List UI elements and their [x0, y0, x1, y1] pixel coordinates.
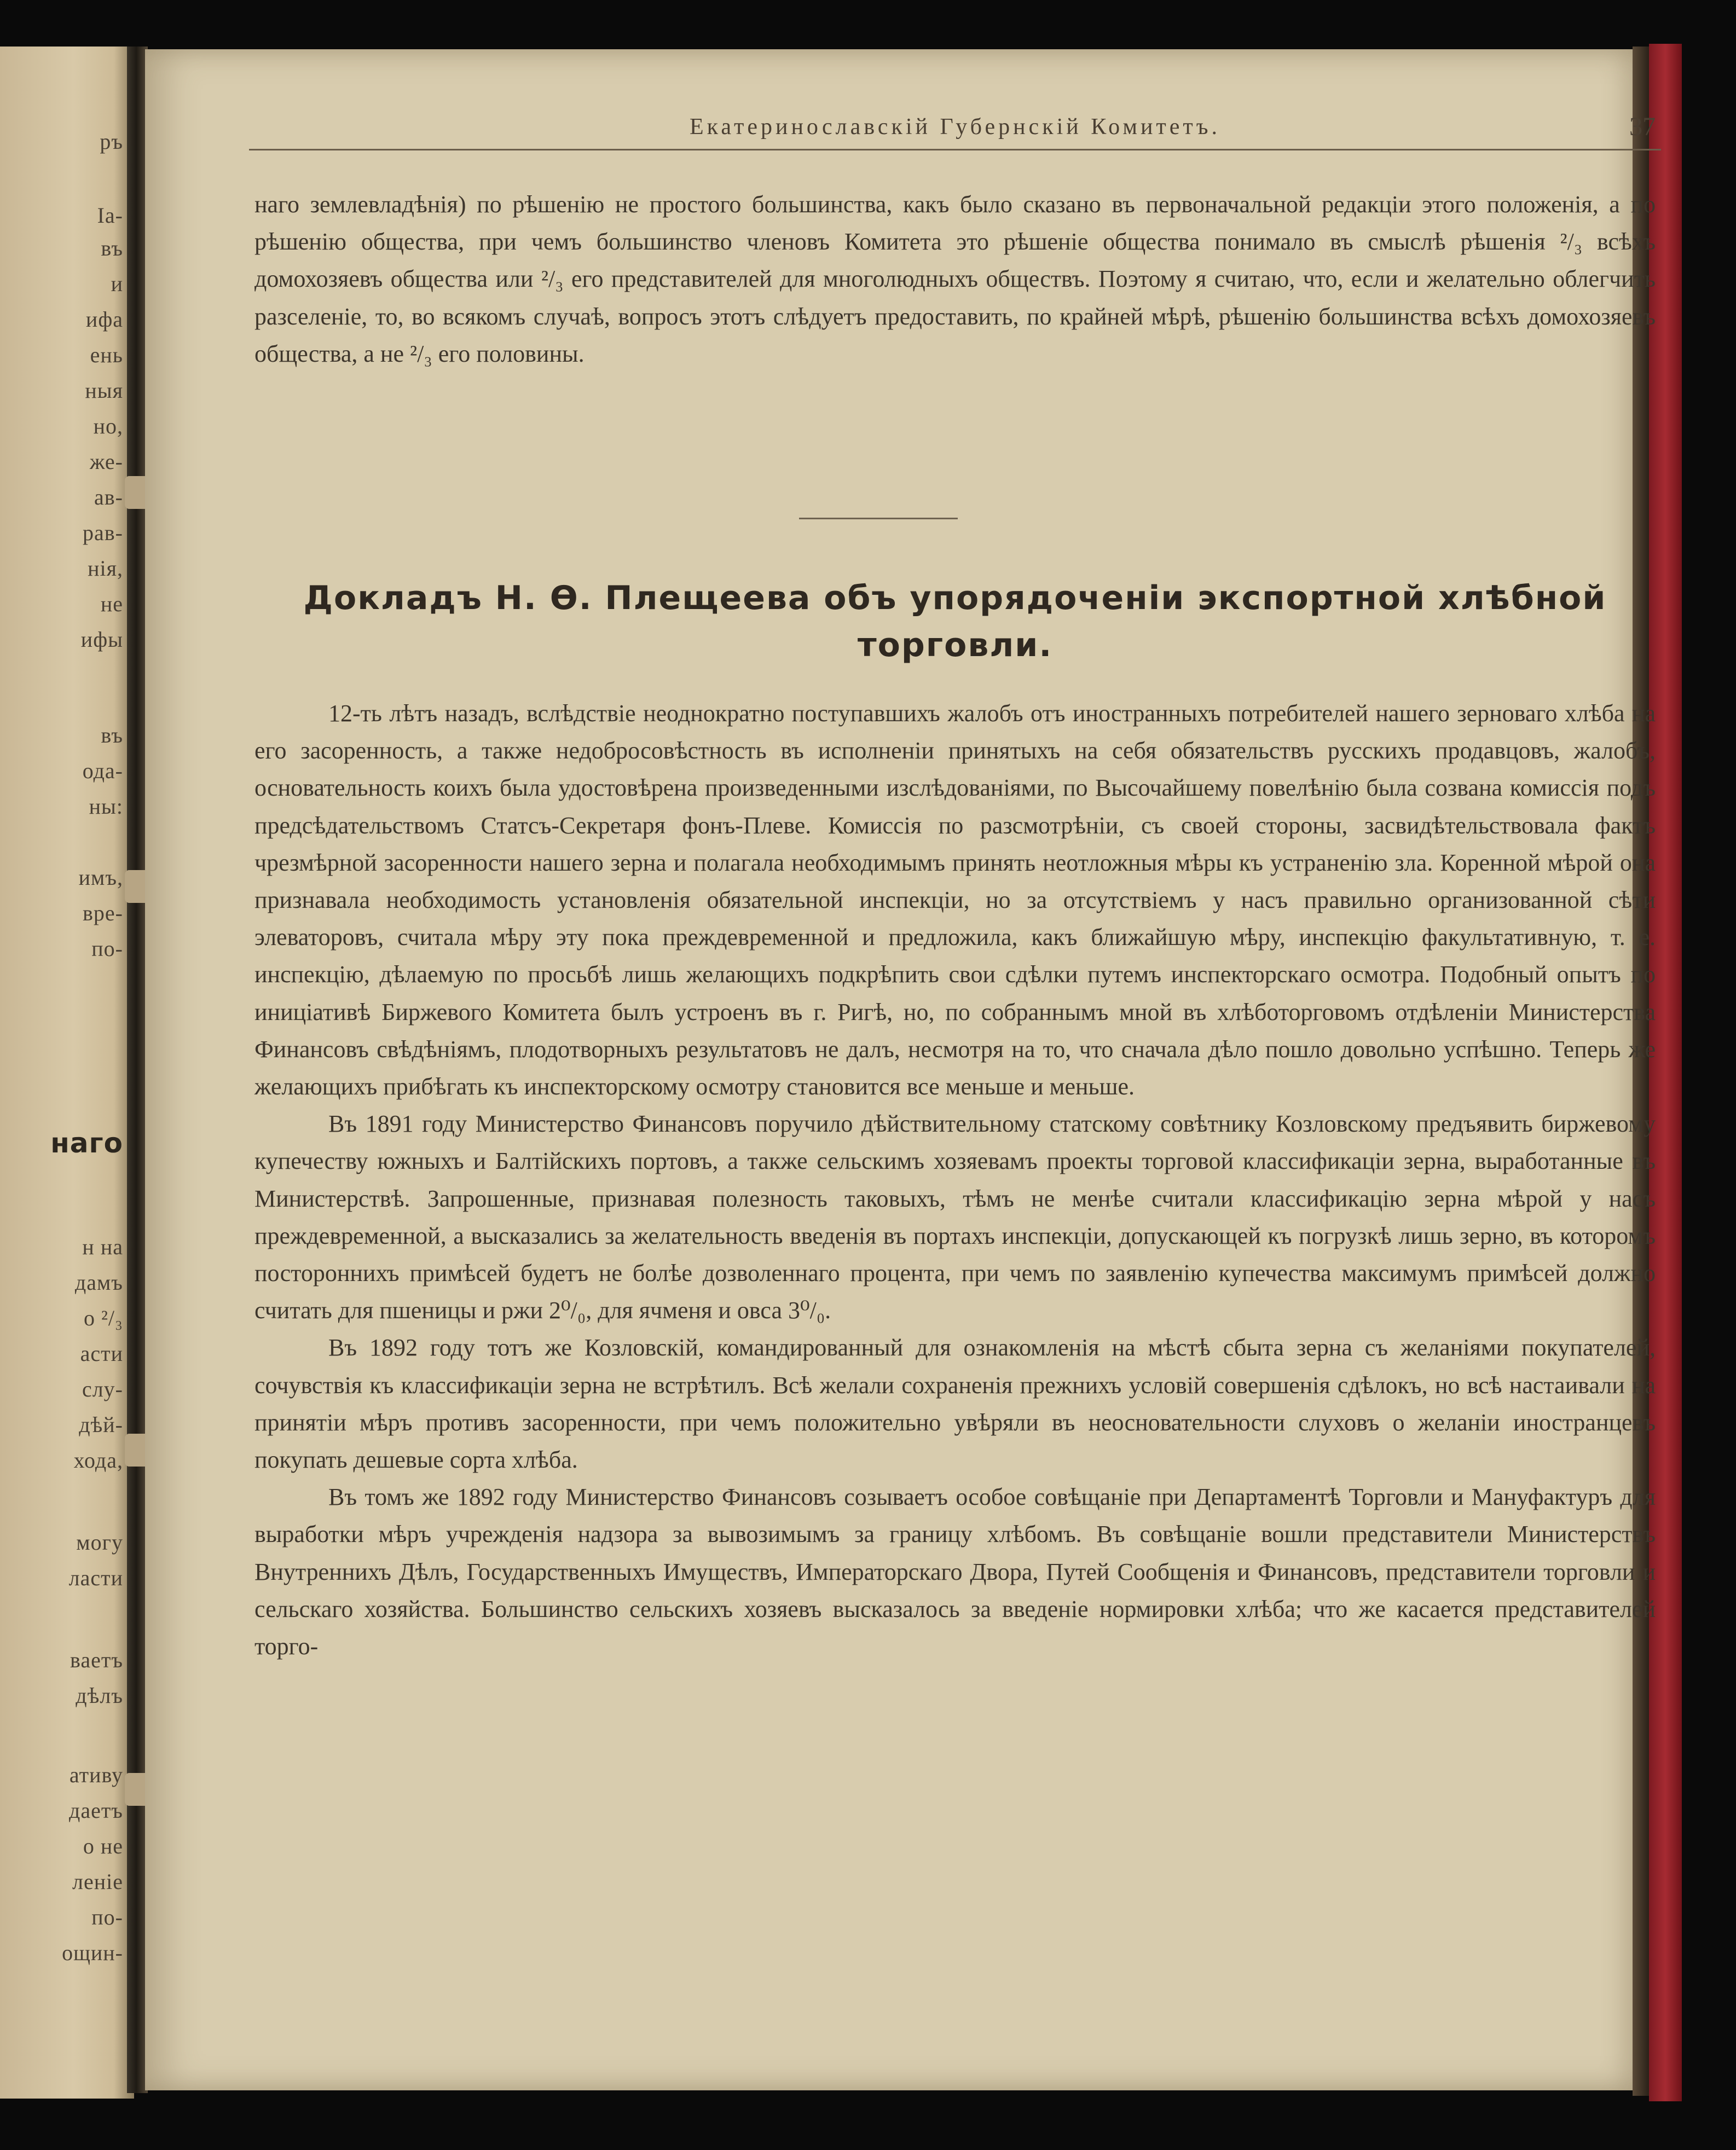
paragraph-4: Въ томъ же 1892 году Министерство Финансовъ созываетъ особое совѣщаніе при Департаментѣ Торговли и Мануфактуръ для выработки мѣръ учрежденія надзора за вывозимымъ за границу хлѣбомъ. Въ совѣщаніе вошли представители Министерствъ Внутреннихъ Дѣлъ, Государственныхъ Имуществъ, Императорскаго Двора, Путей Сообщенія и Финансовъ, представители торговли и сельскаго хозяйства. Большинство сельскихъ хозяевъ высказалось за введеніе нормировки хлѣба; что же касается представителей торго- [254, 1483, 1656, 1660]
report-body [254, 695, 1656, 1665]
report-heading: Докладъ Н. Ѳ. Плещеева объ упорядоченіи экспортной хлѣбной торговли. [303, 579, 1607, 664]
facing-page-fragment: имъ, [78, 865, 123, 890]
facing-page-fragment: могу [76, 1530, 123, 1555]
facing-page-fragment: ръ [100, 129, 123, 154]
facing-page-fragment: Iа- [97, 203, 123, 228]
facing-page-fragment: ны: [89, 794, 123, 819]
facing-page-fragment: ифа [85, 307, 123, 332]
facing-page-fragment: ифы [80, 627, 123, 652]
facing-page-fragment: о не [83, 1834, 123, 1858]
facing-page-fragment: наго [50, 1127, 123, 1159]
facing-page-fragment: нiя, [88, 556, 123, 581]
facing-page-fragment: ощин- [62, 1940, 123, 1965]
facing-page-fragment: и [111, 271, 123, 296]
facing-page-fragment: ласти [68, 1566, 123, 1590]
facing-page-fragment: въ [101, 723, 123, 747]
facing-page-fragment: хода, [73, 1448, 123, 1473]
facing-page-fragment: дамъ [74, 1270, 123, 1295]
facing-page-fragment: въ [101, 236, 123, 260]
facing-page-fragment: о ²/₃ [83, 1306, 123, 1330]
facing-page-fragment: дѣлъ [76, 1683, 123, 1708]
continued-paragraph: наго землевладѣнія) по рѣшенію не простого большинства, какъ было сказано въ первоначальной редакціи этого положенія, а по рѣшенію общества, при чемъ большинство членовъ Комитета это рѣшеніе общества понимало въ смыслѣ рѣшенія ²/₃ всѣхъ домохозяевъ общества или ²/₃ его представителей для многолюдныхъ обществъ. Поэтому я считаю, что, если и желательно облегчить разселеніе, то, во всякомъ случаѣ, вопросъ этотъ слѣдуетъ предоставить, по крайней мѣрѣ, рѣшенію большинства всѣхъ домохозяевъ общества, а не ²/₃ его половины. [254, 191, 1656, 367]
facing-page-fragment: даетъ [68, 1798, 123, 1823]
running-title: Екатеринославскій Губернскій Комитетъ. [690, 114, 1220, 140]
facing-page-fragment: ень [90, 343, 123, 367]
facing-page-fragment: ныя [85, 378, 123, 403]
facing-page-fragment: ав- [94, 485, 123, 509]
facing-page-fragment: рав- [83, 520, 123, 545]
facing-page-fragment: асти [80, 1341, 123, 1366]
paragraph-2: Въ 1891 году Министерство Финансовъ поручило дѣйствительному статскому совѣтнику Козловскому предъявить биржевому купечеству южныхъ и Балтійскихъ портовъ, а также сельскимъ хозяевамъ проекты торговой классификаціи зерна, выработанные въ Министерствѣ. Запрошенные, признавая полезность таковыхъ, тѣмъ не менѣе считали классификацію зерна мѣрой у насъ преждевременной, а высказались за желательность введенія въ портахъ инспекціи, допускающей къ погрузкѣ лишь зерно, въ которомъ постороннихъ примѣсей будетъ не болѣе дозволеннаго процента, при чемъ по заявленію купечества максимумъ примѣсей должно считать для пшеницы и ржи 2⁰/₀, для ячменя и овса 3⁰/₀. [254, 1110, 1656, 1324]
facing-page-fragment: вре- [83, 901, 123, 925]
header-rule [249, 149, 1661, 150]
facing-page-fragment: ваетъ [70, 1648, 123, 1672]
facing-page-fragment: слу- [82, 1377, 123, 1401]
facing-page-fragment: леніе [72, 1869, 123, 1894]
section-separator [799, 518, 958, 519]
book-page [145, 49, 1656, 2090]
facing-page-fragment: по- [91, 936, 123, 961]
facing-page-fragment: дѣй- [79, 1412, 123, 1437]
continued-text [254, 186, 1656, 373]
running-head [254, 109, 1656, 148]
facing-page-edge [0, 47, 134, 2099]
facing-page-fragment: же- [89, 449, 123, 474]
facing-page-fragment: не [100, 592, 123, 616]
facing-page-fragment: ода- [82, 758, 123, 783]
paragraph-3: Въ 1892 году тотъ же Козловскій, командированный для ознакомленія на мѣстѣ сбыта зерна съ желаніями покупателей, сочувствія къ классификаціи зерна не встрѣтилъ. Всѣ желали сохраненія прежнихъ условій совершенія сдѣлокъ, но всѣ настаивали на принятіи мѣръ противъ засоренности, при чемъ положительно увѣряли въ неосновательности слуховъ о желаніи иностранцевъ покупать дешевые сорта хлѣба. [254, 1334, 1656, 1474]
facing-page-fragment: ативу [69, 1763, 123, 1787]
page-number: 37 [1629, 112, 1656, 141]
facing-page-fragment: н на [82, 1235, 123, 1259]
paragraph-1: 12-ть лѣтъ назадъ, вслѣдствіе неоднократно поступавшихъ жалобъ отъ иностранныхъ потребителей нашего зерноваго хлѣба на его засоренность, а также недобросовѣстность въ исполненіи принятыхъ на себя обязательствъ русскихъ продавцовъ, жалобъ, основательность коихъ была удостовѣрена произведенными изслѣдованіями, по Высочайшему повелѣнію была созвана комиссія подъ предсѣдательствомъ Статсъ-Секретаря фонъ-Плеве. Комиссія по разсмотрѣніи, съ своей стороны, засвидѣтельствовала фактъ чрезмѣрной засоренности нашего зерна и полагала необходимымъ принять неотложныя мѣры къ устраненію зла. Коренной мѣрой она признавала необходимость установленія обязательной инспекціи, но за отсутствіемъ у насъ правильно организованной сѣти элеваторовъ, считала мѣру эту пока преждевременной и предложила, какъ ближайшую мѣру, инспекцію факультативную, т. е. инспекцію, дѣлаемую по просьбѣ лишь желающихъ подкрѣпить свои сдѣлки путемъ инспекторскаго осмотра. Подобный опытъ по иниціативѣ Биржевого Комитета былъ устроенъ въ г. Ригѣ, но, по собраннымъ мной въ хлѣботорговомъ отдѣленіи Министерства Финансовъ свѣдѣніямъ, плодотворныхъ результатовъ не далъ, несмотря на то, что сначала дѣло пошло довольно успѣшно. Теперь же желающихъ прибѣгать къ инспекторскому осмотру становится все меньше и меньше. [254, 700, 1656, 1100]
facing-page-fragment: по- [91, 1905, 123, 1929]
facing-page-fragment: но, [93, 414, 123, 438]
